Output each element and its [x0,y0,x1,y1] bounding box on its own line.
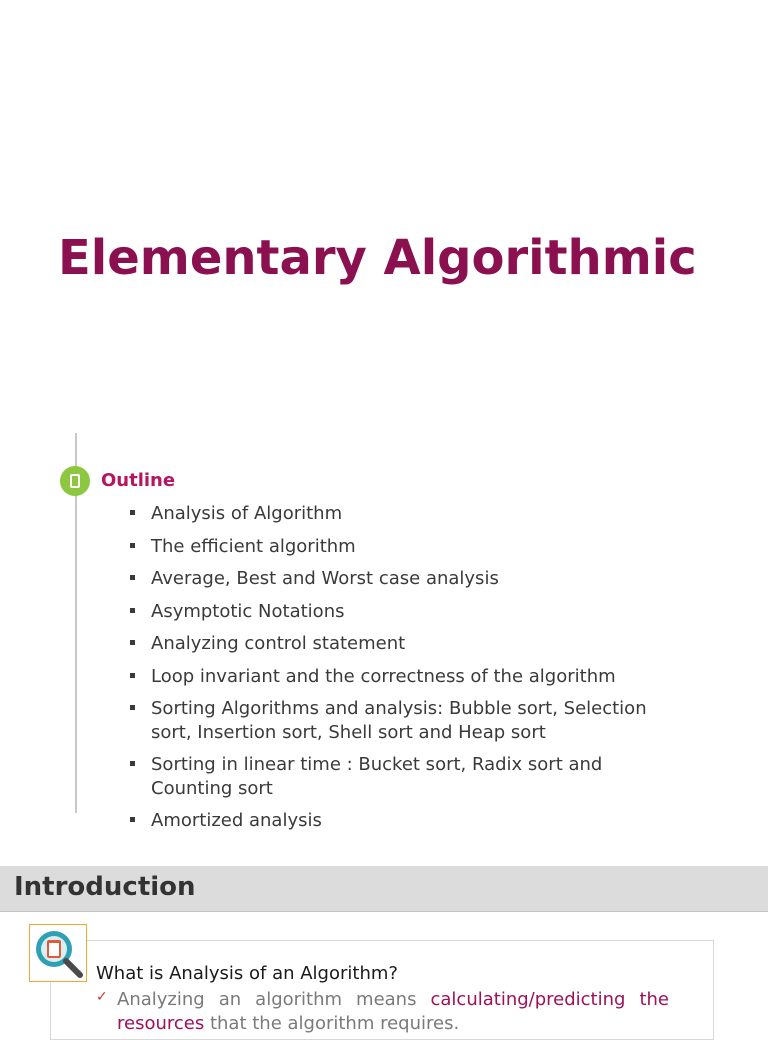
document-icon [70,474,80,488]
square-bullet-icon [130,575,135,580]
card-answer-line1: Analyzing an algorithm means calculating/predicting the [117,989,669,1010]
outline-item: The efficient algorithm [128,535,668,559]
outline-heading: Outline [101,470,176,491]
outline-item: Amortized analysis [128,809,668,833]
slide-title: Elementary Algorithmic [58,230,697,286]
card-question: What is Analysis of an Algorithm? [96,963,398,984]
square-bullet-icon [130,817,135,822]
square-bullet-icon [130,640,135,645]
outline-item: Average, Best and Worst case analysis [128,567,668,591]
outline-item: Analyzing control statement [128,632,668,656]
outline-badge-icon [60,466,90,496]
square-bullet-icon [130,705,135,710]
square-bullet-icon [130,673,135,678]
checkmark-icon: ✓ [96,989,108,1005]
magnifier-clipboard-icon [30,925,88,983]
outline-item: Loop invariant and the correctness of the algorithm [128,665,668,689]
square-bullet-icon [130,608,135,613]
card-answer-line2: resources that the algorithm requires. [117,1013,460,1034]
outline-item: Sorting Algorithms and analysis: Bubble sort, Selection sort, Insertion sort, Shell sort and Heap sort [128,697,668,744]
analysis-magnifier-icon [29,924,87,982]
square-bullet-icon [130,761,135,766]
outline-item: Sorting in linear time : Bucket sort, Radix sort and Counting sort [128,753,668,800]
outline-item: Asymptotic Notations [128,600,668,624]
square-bullet-icon [130,543,135,548]
outline-list [128,502,668,842]
section-title: Introduction [14,872,196,902]
square-bullet-icon [130,510,135,515]
outline-item: Analysis of Algorithm [128,502,668,526]
section-header-bar [0,866,768,912]
